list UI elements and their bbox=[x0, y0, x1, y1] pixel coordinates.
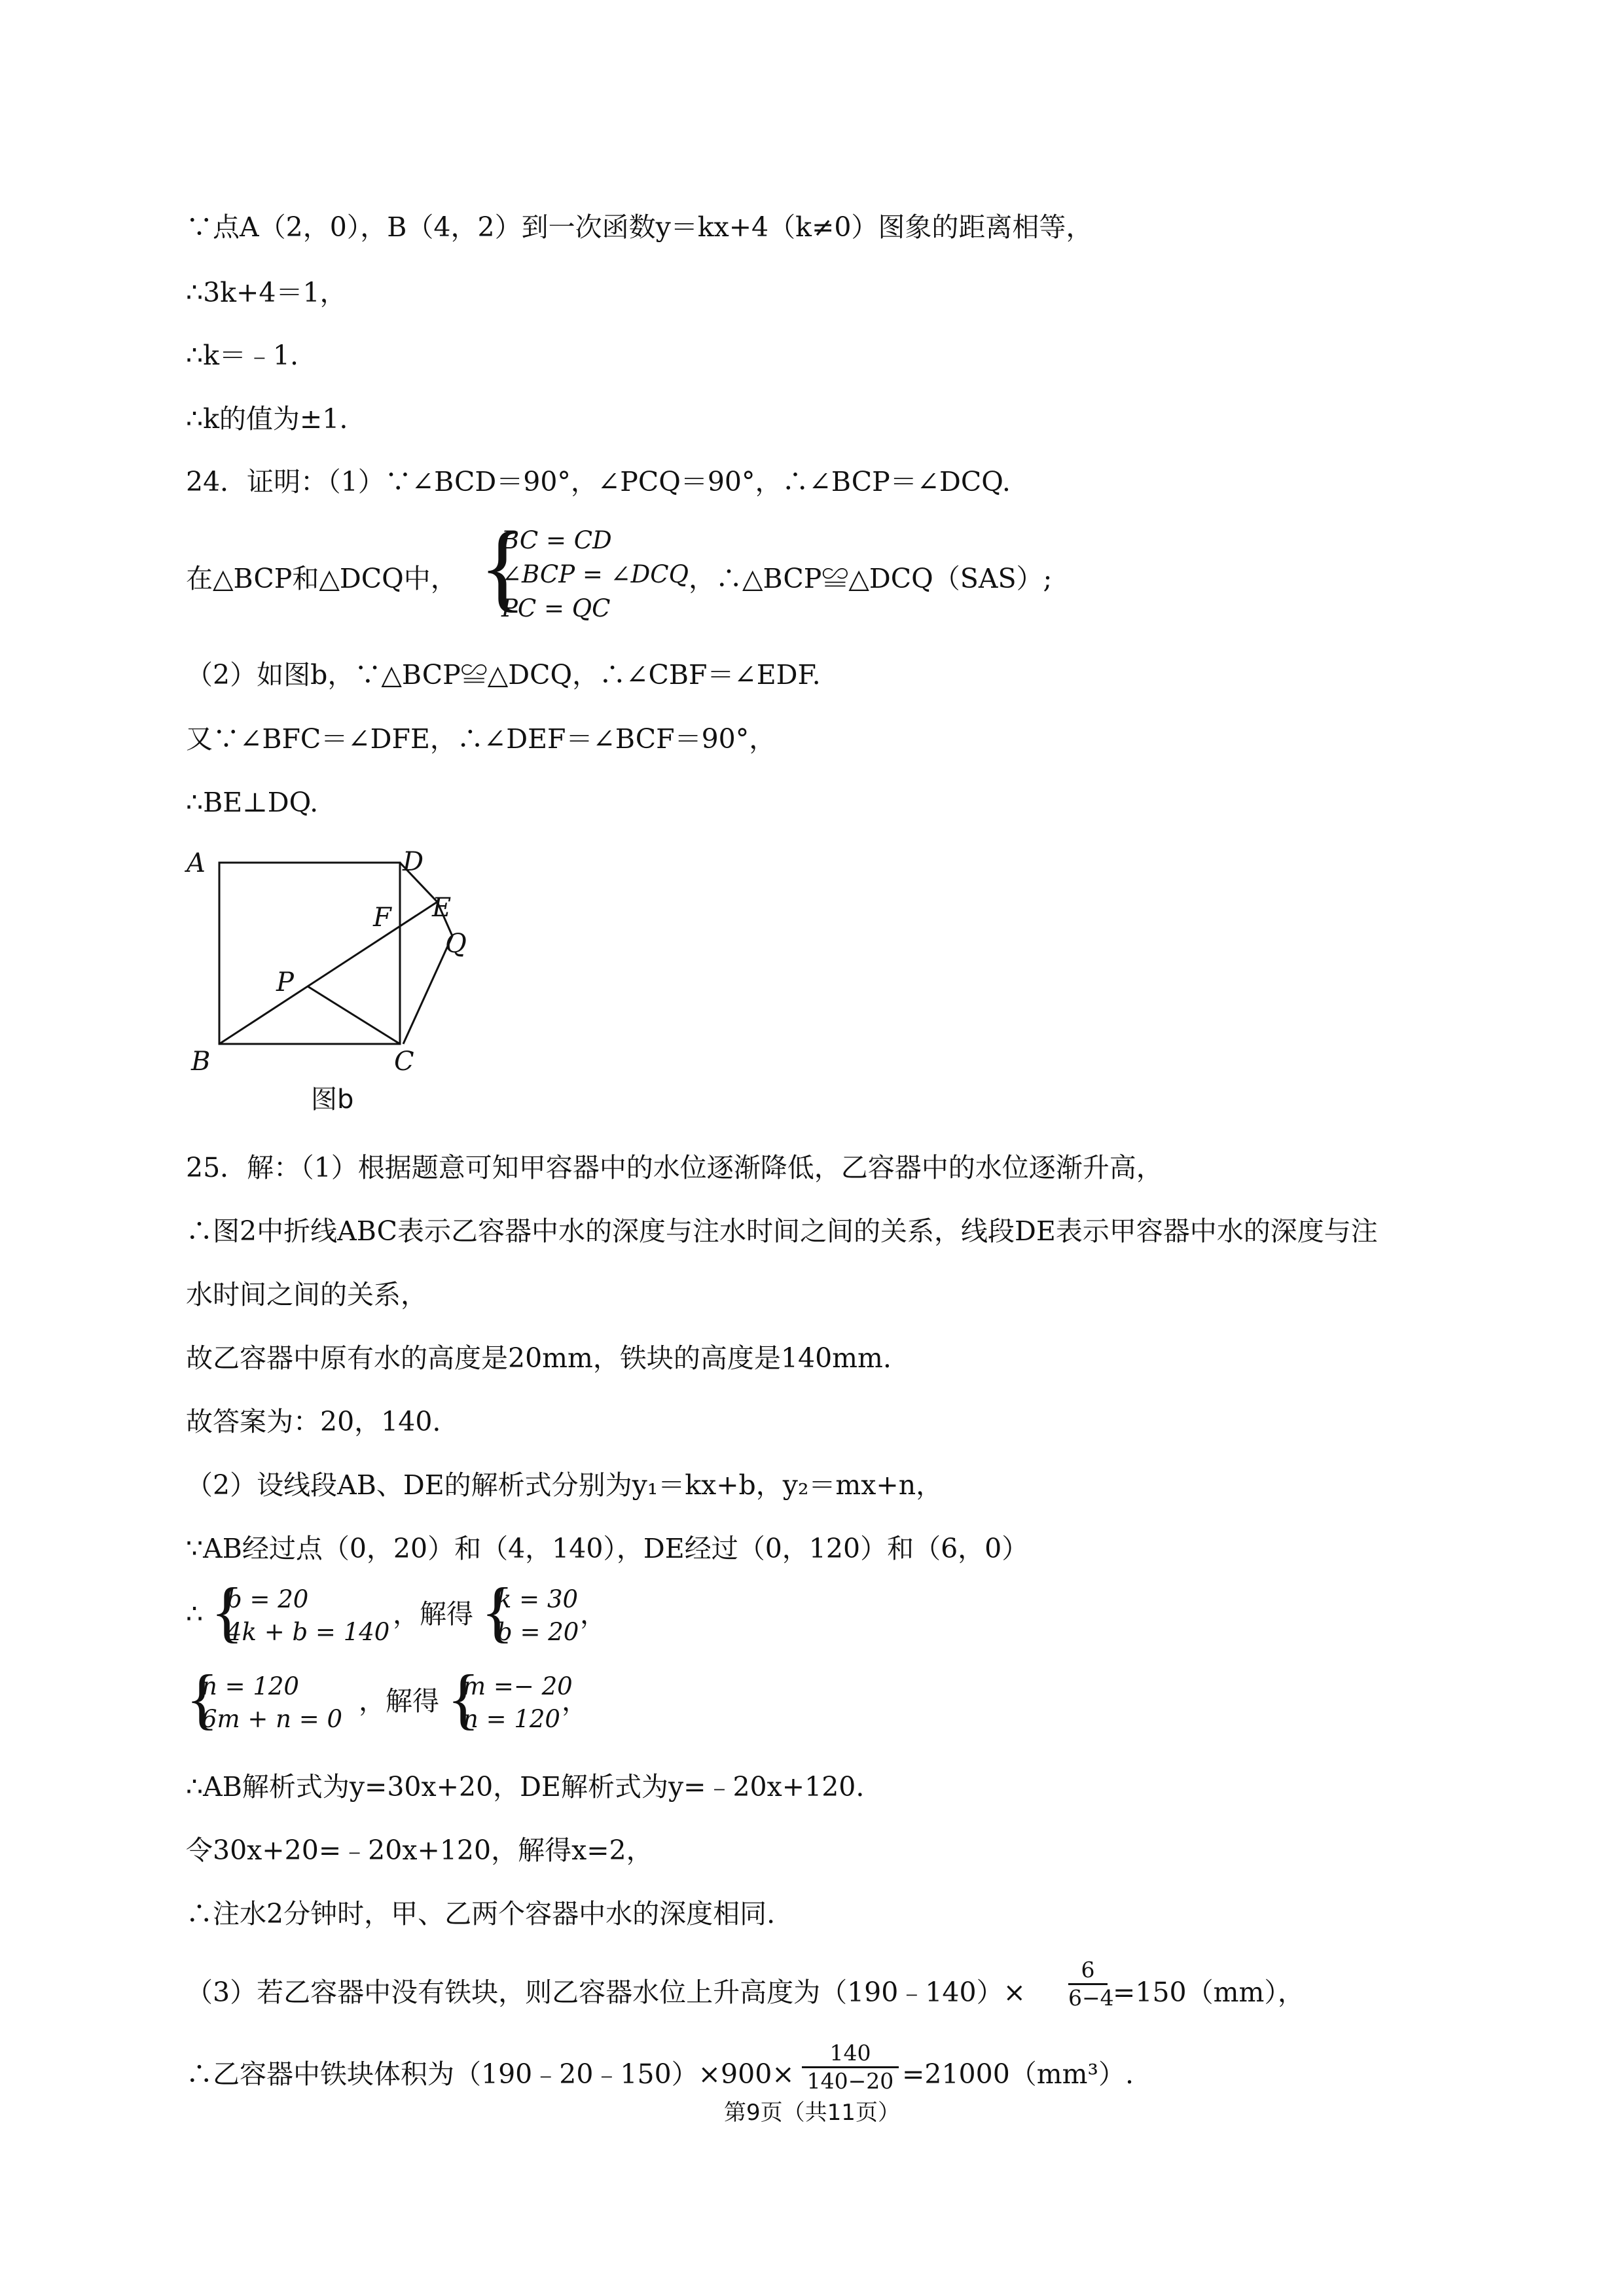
line-17-post: ， bbox=[580, 1598, 607, 1630]
line-9: ∴BE⊥DQ. bbox=[186, 787, 319, 818]
system-1-row: BC = CD bbox=[501, 526, 612, 554]
geometry-figure-b bbox=[183, 844, 511, 1132]
label-q: Q bbox=[445, 929, 467, 959]
line-10: 25．解：（1）根据题意可知甲容器中的水位逐渐降低，乙容器中的水位逐渐升高， bbox=[186, 1152, 1163, 1183]
line-17-pre: ∴ bbox=[186, 1598, 204, 1630]
line-2: ∴3k+4＝1， bbox=[186, 277, 347, 308]
line-6-pre: 在△BCP和△DCQ中， bbox=[186, 563, 458, 594]
system-5-row: n = 120 bbox=[463, 1705, 560, 1733]
line-6-post: ，∴△BCP≌△DCQ（SAS）; bbox=[689, 563, 1053, 594]
line-11: ∴图2中折线ABC表示乙容器中水的深度与注水时间之间的关系，线段DE表示甲容器中水的深度与注 bbox=[186, 1215, 1378, 1247]
label-c: C bbox=[394, 1047, 414, 1077]
line-16: ∵AB经过点（0，20）和（4，140），DE经过（0，120）和（6，0） bbox=[186, 1533, 1029, 1564]
line-23-pre: ∴乙容器中铁块体积为（190﹣20﹣150）×900× bbox=[186, 2058, 795, 2090]
fraction-2-numerator: 140 bbox=[829, 2040, 871, 2066]
fraction-1-numerator: 6 bbox=[1081, 1957, 1095, 1982]
segment-pc bbox=[308, 986, 400, 1044]
square-abcd bbox=[219, 863, 400, 1044]
label-d: D bbox=[403, 847, 424, 877]
label-a: A bbox=[187, 848, 206, 878]
line-1: ∵点A（2，0），B（4，2）到一次函数y＝kx+4（k≠0）图象的距离相等， bbox=[186, 211, 1093, 243]
fraction-1 bbox=[1068, 1957, 1114, 2011]
line-13: 故乙容器中原有水的高度是20mm，铁块的高度是140mm. bbox=[186, 1342, 892, 1374]
line-23-post: =21000（mm³）. bbox=[902, 2058, 1134, 2090]
line-22-pre: （3）若乙容器中没有铁块，则乙容器水位上升高度为（190﹣140）× bbox=[186, 1977, 1026, 2008]
line-18-post: ， bbox=[562, 1685, 588, 1717]
system-3-row: k = 30 bbox=[497, 1585, 579, 1613]
system-4-row: 6m + n = 0 bbox=[202, 1705, 343, 1733]
label-e: E bbox=[432, 893, 452, 923]
line-19: ∴AB解析式为y=30x+20，DE解析式为y=﹣20x+120. bbox=[186, 1771, 865, 1803]
system-2-row: 4k + b = 140 bbox=[226, 1618, 390, 1646]
figure-caption: 图b bbox=[311, 1085, 354, 1115]
fraction-2 bbox=[802, 2040, 899, 2094]
line-5: 24．证明：（1）∵∠BCD＝90°，∠PCQ＝90°，∴∠BCP＝∠DCQ. bbox=[186, 466, 1011, 497]
segment-dq-qc bbox=[400, 863, 452, 1044]
system-3-row: b = 20 bbox=[497, 1618, 579, 1646]
line-4: ∴k的值为±1. bbox=[186, 403, 348, 435]
line-12: 水时间之间的关系， bbox=[186, 1279, 427, 1310]
segment-be bbox=[219, 902, 437, 1044]
system-1-row: ∠BCP = ∠DCQ bbox=[501, 560, 689, 588]
system-2-row: b = 20 bbox=[226, 1585, 309, 1613]
fraction-2-denominator: 140−20 bbox=[806, 2068, 894, 2094]
line-20: 令30x+20=﹣20x+120，解得x=2， bbox=[186, 1835, 653, 1866]
system-4-row: n = 120 bbox=[202, 1672, 299, 1700]
label-p: P bbox=[276, 967, 294, 997]
fraction-1-denominator: 6−4 bbox=[1068, 1985, 1114, 2011]
label-b: B bbox=[191, 1047, 211, 1077]
line-7: （2）如图b，∵△BCP≌△DCQ，∴∠CBF＝∠EDF. bbox=[186, 659, 821, 691]
line-22-post: =150（mm）， bbox=[1113, 1977, 1305, 2008]
label-f: F bbox=[373, 903, 391, 933]
page-footer: 第9页（共11页） bbox=[724, 2100, 900, 2126]
line-17-mid: ，解得 bbox=[393, 1598, 473, 1630]
system-5-row: m =− 20 bbox=[463, 1672, 573, 1700]
line-14: 故答案为：20，140. bbox=[186, 1406, 441, 1437]
system-1-row: PC = QC bbox=[501, 594, 611, 622]
line-15: （2）设线段AB、DE的解析式分别为y₁＝kx+b，y₂＝mx+n， bbox=[186, 1469, 943, 1501]
line-8: 又∵∠BFC＝∠DFE，∴∠DEF＝∠BCF＝90°， bbox=[186, 723, 776, 755]
line-3: ∴k＝﹣1. bbox=[186, 340, 299, 371]
line-18-mid: ，解得 bbox=[359, 1685, 439, 1717]
line-21: ∴注水2分钟时，甲、乙两个容器中水的深度相同. bbox=[186, 1898, 776, 1929]
